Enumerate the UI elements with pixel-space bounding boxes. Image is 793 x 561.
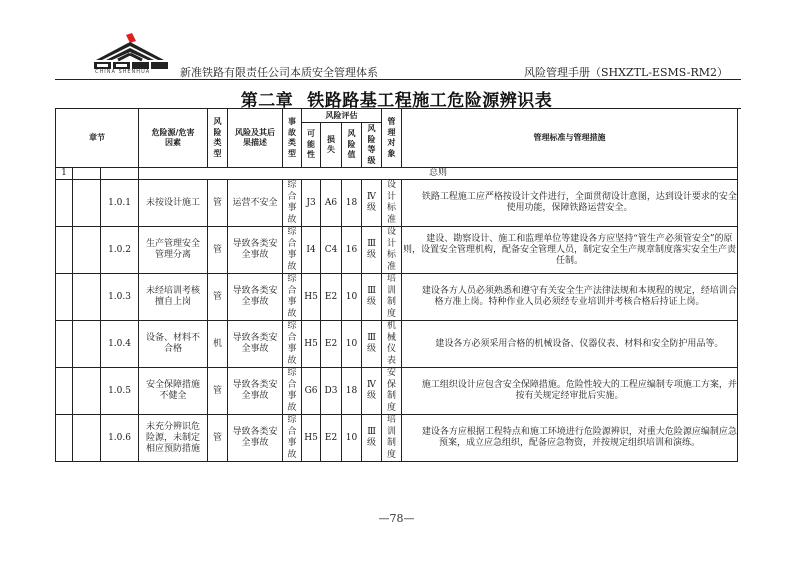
table-title: 铁路路基工程施工危险源辨识表 <box>307 91 553 111</box>
row-mgmt-object: 培训制度 <box>382 274 402 321</box>
row-risk-type: 管 <box>208 274 228 321</box>
section-number: 1 <box>56 168 73 180</box>
table-row <box>56 180 738 227</box>
header-risk-level: 风险等级 <box>362 123 382 168</box>
header-risk-desc: 风险及其后果描述 <box>228 109 283 168</box>
manual-code: 风险管理手册（SHXZTL-ESMS-RM2） <box>524 66 728 79</box>
chapter-label: 第二章 <box>240 91 294 111</box>
row-risk-level: Ⅲ级 <box>362 274 382 321</box>
row-accident-type: 综合事故 <box>283 321 302 368</box>
row-risk-desc: 导致各类安全事故 <box>228 321 283 368</box>
row-risk-level: Ⅲ级 <box>362 227 382 274</box>
row-risk-type: 管 <box>208 415 228 462</box>
row-accident-type: 综合事故 <box>283 180 302 227</box>
row-loss: D3 <box>321 368 342 415</box>
row-risk-value: 10 <box>342 274 362 321</box>
table-row <box>56 415 738 462</box>
row-code: 1.0.1 <box>101 180 139 227</box>
row-accident-type: 综合事故 <box>283 368 302 415</box>
row-accident-type: 综合事故 <box>283 415 302 462</box>
row-risk-value: 18 <box>342 368 362 415</box>
section-row <box>56 168 738 180</box>
header-measures: 管理标准与管理措施 <box>402 109 738 168</box>
header-rule <box>55 79 741 80</box>
table-row <box>56 274 738 321</box>
row-risk-value: 16 <box>342 227 362 274</box>
row-risk-desc: 运营不安全 <box>228 180 283 227</box>
section-label: 总则 <box>139 168 738 180</box>
header-mgmt-object: 管理对象 <box>382 109 402 168</box>
row-mgmt-object: 设计标准 <box>382 180 402 227</box>
row-risk-level: Ⅳ级 <box>362 368 382 415</box>
row-risk-type: 管 <box>208 368 228 415</box>
company-name: 新准铁路有限责任公司本质安全管理体系 <box>180 66 378 79</box>
row-likelihood: H5 <box>302 321 321 368</box>
row-hazard: 安全保障措施不健全 <box>139 368 208 415</box>
row-risk-value: 18 <box>342 180 362 227</box>
row-hazard: 未经培训考核擅自上岗 <box>139 274 208 321</box>
row-likelihood: H5 <box>302 274 321 321</box>
row-risk-level: Ⅲ级 <box>362 415 382 462</box>
row-risk-level: Ⅳ级 <box>362 180 382 227</box>
row-mgmt-object: 设计标准 <box>382 227 402 274</box>
row-risk-desc: 导致各类安全事故 <box>228 227 283 274</box>
table-row <box>56 227 738 274</box>
row-loss: E2 <box>321 415 342 462</box>
row-code: 1.0.6 <box>101 415 139 462</box>
row-likelihood: H5 <box>302 415 321 462</box>
row-hazard: 生产管理安全管理分离 <box>139 227 208 274</box>
row-code: 1.0.5 <box>101 368 139 415</box>
table-row <box>56 321 738 368</box>
row-mgmt-object: 机械仪表 <box>382 321 402 368</box>
row-measures: 建设各方应根据工程特点和施工环境进行危险源辨识，对重大危险源应编制应急预案，成立应急组织，配备应急物资，并按规定组织培训和演练。 <box>402 415 738 462</box>
row-hazard: 未按设计施工 <box>139 180 208 227</box>
row-loss: E2 <box>321 321 342 368</box>
row-measures: 铁路工程施工应严格按设计文件进行，全面贯彻设计意图，达到设计要求的安全使用功能，保障铁路运营安全。 <box>402 180 738 227</box>
row-likelihood: J3 <box>302 180 321 227</box>
row-likelihood: G6 <box>302 368 321 415</box>
page-number: —78— <box>378 512 415 525</box>
row-code: 1.0.2 <box>101 227 139 274</box>
row-risk-type: 管 <box>208 180 228 227</box>
header-section: 章节 <box>56 109 139 168</box>
row-code: 1.0.4 <box>101 321 139 368</box>
hazard-identification-table <box>55 108 738 462</box>
header-risk-type: 风险类型 <box>208 109 228 168</box>
row-risk-type: 机 <box>208 321 228 368</box>
row-measures: 建设、勘察设计、施工和监理单位等建设各方应坚持“管生产必须管安全”的原则，设置安全管理机构，配备安全管理人员，制定安全生产规章制度落实安全生产责任制。 <box>402 227 738 274</box>
row-loss: E2 <box>321 274 342 321</box>
row-accident-type: 综合事故 <box>283 274 302 321</box>
header-risk-value: 风险值 <box>342 123 362 168</box>
row-loss: C4 <box>321 227 342 274</box>
header-risk-assessment: 风险评估 <box>302 109 382 123</box>
row-code: 1.0.3 <box>101 274 139 321</box>
row-risk-value: 10 <box>342 415 362 462</box>
row-hazard: 设备、材料不合格 <box>139 321 208 368</box>
row-measures: 施工组织设计应包含安全保障措施。危险性较大的工程应编制专项施工方案，并按有关规定经审批后实施。 <box>402 368 738 415</box>
row-risk-level: Ⅲ级 <box>362 321 382 368</box>
row-likelihood: I4 <box>302 227 321 274</box>
row-risk-desc: 导致各类安全事故 <box>228 274 283 321</box>
logo-subtext: CHINA SHENHUA <box>95 69 151 75</box>
row-accident-type: 综合事故 <box>283 227 302 274</box>
row-risk-desc: 导致各类安全事故 <box>228 415 283 462</box>
row-measures: 建设各方人员必须熟悉和遵守有关安全生产法律法规和本规程的规定，经培训合格方准上岗。特种作业人员必须经专业培训并考核合格后持证上岗。 <box>402 274 738 321</box>
row-hazard: 未充分辨识危险源，未制定相应预防措施 <box>139 415 208 462</box>
row-mgmt-object: 培训制度 <box>382 415 402 462</box>
row-loss: A6 <box>321 180 342 227</box>
header-loss: 损失 <box>321 123 342 168</box>
header-hazard: 危险源/危害因素 <box>139 109 208 168</box>
header-accident-type: 事故类型 <box>283 109 302 168</box>
table-row <box>56 368 738 415</box>
row-risk-value: 10 <box>342 321 362 368</box>
header-likelihood: 可能性 <box>302 123 321 168</box>
row-risk-type: 管 <box>208 227 228 274</box>
row-risk-desc: 导致各类安全事故 <box>228 368 283 415</box>
row-mgmt-object: 安保制度 <box>382 368 402 415</box>
row-measures: 建设各方必须采用合格的机械设备、仪器仪表、材料和安全防护用品等。 <box>402 321 738 368</box>
